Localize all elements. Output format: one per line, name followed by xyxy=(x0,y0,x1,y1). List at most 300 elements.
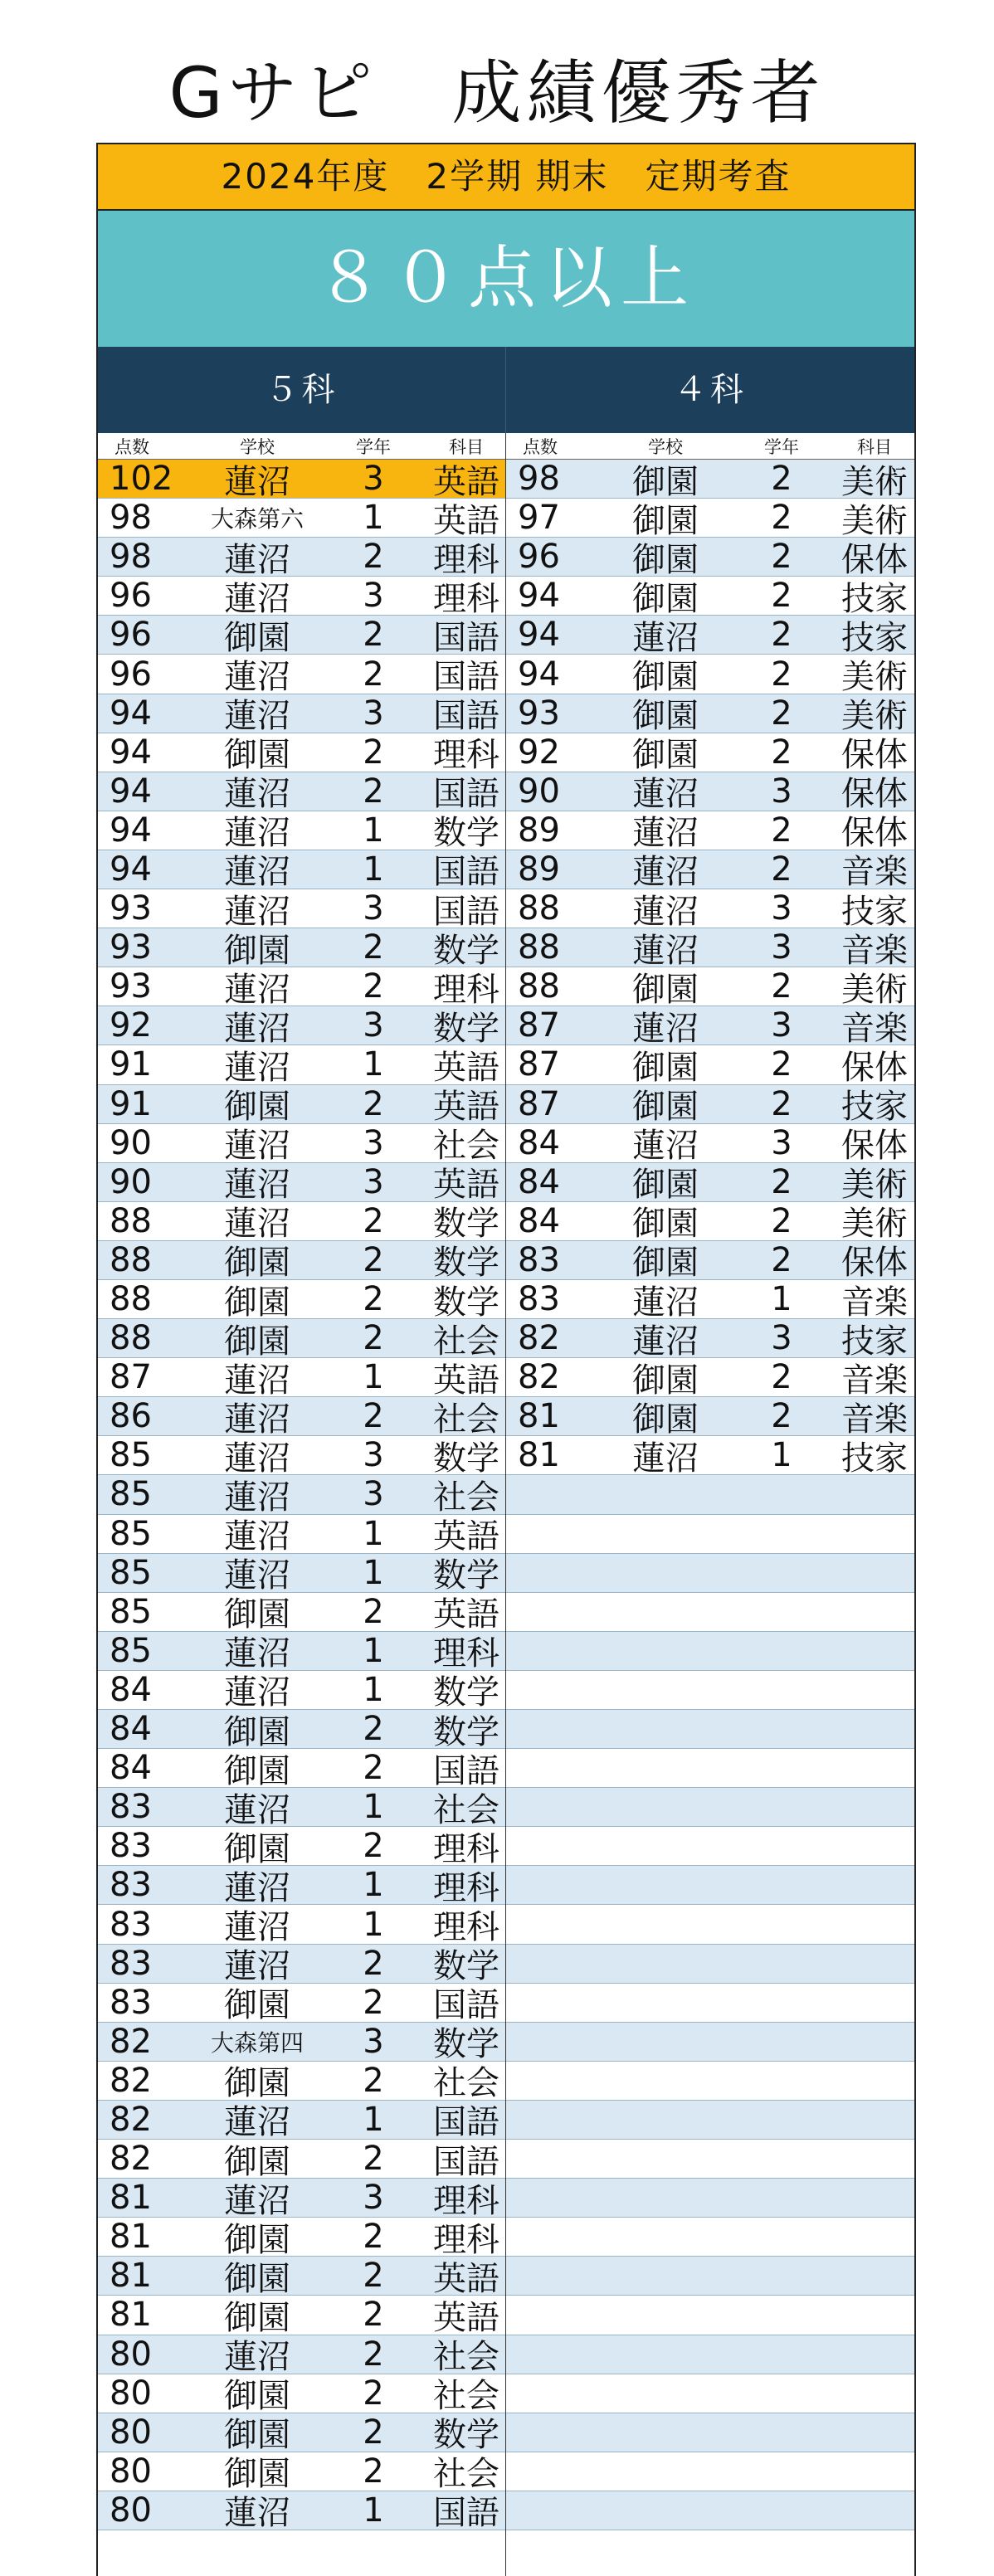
cell-subject: 英語 xyxy=(433,501,499,540)
table-row xyxy=(98,538,505,577)
table-row xyxy=(506,733,914,775)
table-row xyxy=(506,1475,914,1514)
cell-subject: 国語 xyxy=(433,697,499,736)
table-row xyxy=(506,1632,914,1671)
cell-grade: 2 xyxy=(363,967,384,1006)
term-band: 2024年度 2学期 期末 定期考査 xyxy=(96,143,916,211)
cell-score: 83 xyxy=(110,1827,152,1866)
table-row xyxy=(98,889,505,931)
table-row xyxy=(98,2257,505,2296)
cell-subject: 音楽 xyxy=(841,1009,908,1048)
cell-subject: 数学 xyxy=(433,1244,499,1283)
cell-score: 88 xyxy=(110,1280,152,1319)
cell-grade: 2 xyxy=(771,616,792,655)
cell-school: 御園 xyxy=(224,1088,290,1127)
cell-school: 蓮沼 xyxy=(224,1400,290,1439)
cell-school: 蓮沼 xyxy=(224,1009,290,1048)
table-row xyxy=(506,1201,914,1244)
table-row xyxy=(98,1945,505,1984)
cell-subject: 国語 xyxy=(433,2142,499,2181)
cell-score: 83 xyxy=(110,1866,152,1905)
cell-school: 御園 xyxy=(224,1283,290,1322)
cell-grade: 3 xyxy=(363,1475,384,1514)
table-row xyxy=(506,694,914,736)
cell-grade: 2 xyxy=(771,694,792,733)
cell-score: 88 xyxy=(518,967,560,1006)
cell-school: 御園 xyxy=(632,658,699,697)
cell-grade: 2 xyxy=(363,1319,384,1358)
table-row xyxy=(98,1162,505,1205)
cell-school: 御園 xyxy=(632,501,699,540)
cell-score: 87 xyxy=(518,1045,560,1084)
table-row xyxy=(98,733,505,775)
cell-grade: 1 xyxy=(363,1866,384,1905)
cell-subject: 技家 xyxy=(841,1088,908,1127)
cell-school: 御園 xyxy=(224,2416,290,2455)
cell-score: 81 xyxy=(518,1436,560,1475)
table-row xyxy=(98,2101,505,2140)
table-row xyxy=(506,2296,914,2335)
cell-school: 御園 xyxy=(224,931,290,970)
cell-subject: 社会 xyxy=(433,1127,499,1166)
cell-grade: 2 xyxy=(363,616,384,655)
table-row xyxy=(506,2179,914,2218)
table-row xyxy=(506,1945,914,1984)
cell-subject: 美術 xyxy=(841,501,908,540)
table-row xyxy=(506,1045,914,1087)
table-row xyxy=(98,499,505,538)
table-row xyxy=(506,499,914,538)
cell-subject: 美術 xyxy=(841,1166,908,1205)
cell-subject: 国語 xyxy=(433,1986,499,2025)
cell-score: 93 xyxy=(110,928,152,967)
cell-school: 蓮沼 xyxy=(632,814,699,853)
table-row xyxy=(98,1084,505,1127)
cell-school: 御園 xyxy=(632,1205,699,1244)
cell-grade: 1 xyxy=(363,1670,384,1709)
cell-school: 蓮沼 xyxy=(224,1166,290,1205)
cell-school: 蓮沼 xyxy=(224,697,290,736)
table-row xyxy=(98,2374,505,2416)
cell-school: 蓮沼 xyxy=(224,658,290,697)
header-school: 学校 xyxy=(240,436,275,457)
table-row xyxy=(506,2101,914,2140)
cell-grade: 3 xyxy=(771,1319,792,1358)
cell-subject: 数学 xyxy=(433,1205,499,1244)
table-row xyxy=(506,538,914,577)
cell-grade: 3 xyxy=(771,772,792,811)
table-row xyxy=(506,616,914,655)
cell-grade: 2 xyxy=(771,1397,792,1436)
cell-grade: 2 xyxy=(363,2413,384,2452)
cell-grade: 3 xyxy=(363,1123,384,1162)
cell-subject: 英語 xyxy=(433,2298,499,2337)
header-subject: 科目 xyxy=(857,436,892,457)
cell-subject: 社会 xyxy=(433,2455,499,2494)
cell-subject: 社会 xyxy=(433,1790,499,1829)
cell-school: 蓮沼 xyxy=(224,775,290,814)
table-row xyxy=(98,1240,505,1283)
cell-score: 84 xyxy=(518,1201,560,1240)
table-row xyxy=(506,1866,914,1905)
cell-grade: 2 xyxy=(363,538,384,577)
cell-grade: 3 xyxy=(771,889,792,928)
cell-school: 蓮沼 xyxy=(224,1868,290,1907)
table-row xyxy=(506,2374,914,2413)
cell-score: 84 xyxy=(518,1162,560,1201)
cell-score: 84 xyxy=(110,1670,152,1709)
cell-score: 92 xyxy=(110,1006,152,1045)
cell-score: 98 xyxy=(518,460,560,499)
cell-score: 87 xyxy=(518,1084,560,1123)
cell-score: 102 xyxy=(110,460,173,499)
table-row xyxy=(506,1084,914,1127)
threshold-band: ８０点以上 xyxy=(96,211,916,347)
cell-grade: 1 xyxy=(363,850,384,889)
table-row xyxy=(506,1984,914,2023)
table-row xyxy=(98,1475,505,1517)
cell-score: 81 xyxy=(110,2179,152,2218)
cell-score: 80 xyxy=(110,2452,152,2491)
cell-score: 87 xyxy=(518,1006,560,1045)
cell-school: 御園 xyxy=(632,462,699,501)
cell-school: 蓮沼 xyxy=(224,853,290,892)
table-row xyxy=(506,1397,914,1439)
cell-grade: 2 xyxy=(363,2140,384,2179)
table-row xyxy=(98,2023,505,2062)
cell-score: 83 xyxy=(110,1905,152,1944)
cell-score: 83 xyxy=(518,1280,560,1319)
cell-school: 蓮沼 xyxy=(224,1947,290,1986)
cell-score: 82 xyxy=(110,2140,152,2179)
table-row xyxy=(506,1123,914,1166)
cell-grade: 2 xyxy=(771,967,792,1006)
cell-subject: 美術 xyxy=(841,462,908,501)
cell-school: 御園 xyxy=(632,970,699,1009)
cell-score: 91 xyxy=(110,1045,152,1084)
cell-grade: 2 xyxy=(363,1084,384,1123)
cell-score: 85 xyxy=(110,1592,152,1631)
cell-subject: 数学 xyxy=(433,2416,499,2455)
cell-score: 94 xyxy=(518,577,560,616)
cell-score: 94 xyxy=(110,772,152,811)
cell-subject: 保体 xyxy=(841,736,908,775)
table-row xyxy=(506,1006,914,1048)
cell-grade: 3 xyxy=(771,1123,792,1162)
cell-subject: 音楽 xyxy=(841,931,908,970)
table-row xyxy=(506,1240,914,1283)
cell-grade: 1 xyxy=(363,499,384,538)
cell-grade: 2 xyxy=(363,655,384,694)
cell-school: 御園 xyxy=(224,1712,290,1751)
cell-grade: 1 xyxy=(363,1788,384,1827)
cell-school: 蓮沼 xyxy=(224,814,290,853)
cell-grade: 3 xyxy=(363,694,384,733)
cell-subject: 国語 xyxy=(433,892,499,931)
cell-subject: 技家 xyxy=(841,579,908,618)
cell-school: 御園 xyxy=(224,736,290,775)
table-row xyxy=(98,1436,505,1478)
cell-subject: 国語 xyxy=(433,2494,499,2533)
table-row xyxy=(98,1319,505,1361)
cell-score: 98 xyxy=(110,538,152,577)
table-row xyxy=(98,811,505,853)
cell-grade: 1 xyxy=(363,1358,384,1397)
cell-grade: 2 xyxy=(771,811,792,850)
cell-subject: 保体 xyxy=(841,1127,908,1166)
cell-score: 89 xyxy=(518,850,560,889)
table-row xyxy=(98,2491,505,2533)
cell-subject: 理科 xyxy=(433,1829,499,1868)
cell-subject: 英語 xyxy=(433,1517,499,1556)
cell-score: 83 xyxy=(110,1983,152,2022)
cell-grade: 2 xyxy=(771,538,792,577)
cell-grade: 1 xyxy=(363,2100,384,2139)
cell-school: 蓮沼 xyxy=(224,892,290,931)
table-row xyxy=(506,2062,914,2101)
cell-grade: 2 xyxy=(363,1944,384,1983)
cell-score: 94 xyxy=(518,616,560,655)
cell-grade: 2 xyxy=(771,1084,792,1123)
cell-score: 82 xyxy=(518,1358,560,1397)
table-row xyxy=(506,1593,914,1632)
table-row xyxy=(98,1593,505,1632)
cell-score: 81 xyxy=(110,2296,152,2335)
table-row xyxy=(98,1827,505,1866)
cell-score: 96 xyxy=(110,577,152,616)
cell-subject: 社会 xyxy=(433,1478,499,1517)
cell-score: 81 xyxy=(110,2257,152,2296)
cell-subject: 数学 xyxy=(433,2025,499,2064)
cell-subject: 音楽 xyxy=(841,853,908,892)
cell-school: 御園 xyxy=(224,2220,290,2259)
table-row xyxy=(506,889,914,931)
cell-score: 88 xyxy=(110,1201,152,1240)
table-row xyxy=(98,1397,505,1439)
cell-school: 御園 xyxy=(224,1244,290,1283)
cell-school: 蓮沼 xyxy=(224,1556,290,1595)
table-row xyxy=(98,2062,505,2101)
cell-school: 御園 xyxy=(224,2259,290,2298)
cell-school: 蓮沼 xyxy=(632,1439,699,1478)
cell-grade: 2 xyxy=(363,1749,384,1788)
table-row xyxy=(98,655,505,697)
table-row xyxy=(98,1632,505,1671)
cell-score: 81 xyxy=(518,1397,560,1436)
cell-grade: 3 xyxy=(363,1162,384,1201)
table-row xyxy=(506,2452,914,2491)
cell-grade: 2 xyxy=(363,2257,384,2296)
cell-grade: 2 xyxy=(363,1397,384,1436)
table-row xyxy=(98,772,505,814)
cell-school: 御園 xyxy=(632,736,699,775)
cell-score: 90 xyxy=(110,1123,152,1162)
cell-subject: 社会 xyxy=(433,2377,499,2416)
cell-school: 蓮沼 xyxy=(632,853,699,892)
cell-score: 80 xyxy=(110,2413,152,2452)
cell-school: 御園 xyxy=(224,1986,290,2025)
cell-subject: 英語 xyxy=(433,1048,499,1087)
page-title: Gサピ 成績優秀者 xyxy=(168,52,826,134)
cell-subject: 数学 xyxy=(433,931,499,970)
table-row xyxy=(98,2413,505,2455)
cell-grade: 2 xyxy=(771,1162,792,1201)
cell-school: 蓮沼 xyxy=(224,1439,290,1478)
cell-school: 御園 xyxy=(632,1166,699,1205)
five-subjects-rows xyxy=(98,460,505,2533)
cell-subject: 美術 xyxy=(841,1205,908,1244)
cell-school: 御園 xyxy=(632,1048,699,1087)
cell-subject: 数学 xyxy=(433,814,499,853)
cell-score: 80 xyxy=(110,2491,152,2530)
table-row xyxy=(506,1162,914,1205)
cell-school: 御園 xyxy=(224,1595,290,1634)
cell-school: 御園 xyxy=(224,2377,290,2416)
cell-subject: 音楽 xyxy=(841,1400,908,1439)
cell-subject: 国語 xyxy=(433,618,499,657)
table-row xyxy=(98,2218,505,2257)
cell-school: 御園 xyxy=(224,2064,290,2103)
table-row xyxy=(98,577,505,616)
cell-grade: 3 xyxy=(363,1436,384,1475)
cell-subject: 英語 xyxy=(433,1166,499,1205)
table-row xyxy=(98,1554,505,1593)
cell-score: 85 xyxy=(110,1514,152,1553)
cell-school: 御園 xyxy=(632,1088,699,1127)
cell-subject: 社会 xyxy=(433,1400,499,1439)
cell-school: 御園 xyxy=(632,1361,699,1400)
cell-school: 蓮沼 xyxy=(224,1908,290,1947)
cell-score: 88 xyxy=(518,928,560,967)
cell-grade: 2 xyxy=(363,2335,384,2374)
cell-school: 蓮沼 xyxy=(224,1478,290,1517)
cell-school: 蓮沼 xyxy=(632,775,699,814)
cell-score: 90 xyxy=(518,772,560,811)
four-subjects-rows xyxy=(506,460,914,2530)
cell-grade: 3 xyxy=(771,928,792,967)
cell-subject: 保体 xyxy=(841,1244,908,1283)
cell-grade: 2 xyxy=(363,733,384,772)
cell-subject: 音楽 xyxy=(841,1283,908,1322)
cell-school: 御園 xyxy=(224,1829,290,1868)
cell-grade: 1 xyxy=(771,1436,792,1475)
table-row xyxy=(506,850,914,892)
table-row xyxy=(98,2140,505,2179)
cell-score: 90 xyxy=(110,1162,152,1201)
cell-score: 87 xyxy=(110,1358,152,1397)
cell-grade: 2 xyxy=(363,1201,384,1240)
table-row xyxy=(506,967,914,1009)
cell-score: 85 xyxy=(110,1436,152,1475)
table-row xyxy=(506,2491,914,2530)
cell-subject: 数学 xyxy=(433,1283,499,1322)
cell-grade: 1 xyxy=(363,1514,384,1553)
cell-school: 蓮沼 xyxy=(224,1048,290,1087)
cell-grade: 2 xyxy=(363,772,384,811)
cell-subject: 国語 xyxy=(433,853,499,892)
cell-subject: 数学 xyxy=(433,1556,499,1595)
cell-school: 御園 xyxy=(224,618,290,657)
cell-score: 82 xyxy=(110,2022,152,2061)
cell-score: 84 xyxy=(518,1123,560,1162)
cell-grade: 2 xyxy=(363,1240,384,1279)
cell-subject: 理科 xyxy=(433,1634,499,1673)
table-row xyxy=(506,1554,914,1593)
cell-grade: 3 xyxy=(363,460,384,499)
cell-score: 82 xyxy=(110,2061,152,2100)
cell-subject: 理科 xyxy=(433,540,499,579)
table-row xyxy=(506,1788,914,1827)
cell-school: 蓮沼 xyxy=(224,2181,290,2220)
cell-score: 83 xyxy=(110,1788,152,1827)
cell-subject: 美術 xyxy=(841,658,908,697)
cell-subject: 数学 xyxy=(433,1009,499,1048)
cell-grade: 2 xyxy=(771,1045,792,1084)
cell-subject: 技家 xyxy=(841,1322,908,1361)
cell-subject: 理科 xyxy=(433,736,499,775)
cell-grade: 2 xyxy=(771,499,792,538)
cell-grade: 3 xyxy=(363,2022,384,2061)
header-score: 点数 xyxy=(523,436,558,457)
table-row xyxy=(98,967,505,1009)
cell-school: 御園 xyxy=(224,1322,290,1361)
table-row xyxy=(506,1515,914,1554)
cell-score: 85 xyxy=(110,1631,152,1670)
cell-subject: 数学 xyxy=(433,1712,499,1751)
table-row xyxy=(506,1905,914,1944)
five-subjects-header: ５科 xyxy=(96,347,506,433)
cell-school: 蓮沼 xyxy=(224,1634,290,1673)
table-row xyxy=(506,655,914,697)
table-row xyxy=(98,460,505,499)
cell-subject: 英語 xyxy=(433,462,499,501)
cell-score: 86 xyxy=(110,1397,152,1436)
cell-grade: 2 xyxy=(771,1358,792,1397)
cell-subject: 英語 xyxy=(433,1361,499,1400)
cell-grade: 2 xyxy=(771,460,792,499)
cell-subject: 保体 xyxy=(841,814,908,853)
cell-grade: 1 xyxy=(363,2491,384,2530)
cell-school: 御園 xyxy=(224,1751,290,1790)
cell-score: 84 xyxy=(110,1710,152,1749)
cell-school: 蓮沼 xyxy=(632,1009,699,1048)
cell-school: 蓮沼 xyxy=(224,1790,290,1829)
cell-score: 96 xyxy=(518,538,560,577)
cell-grade: 2 xyxy=(771,1240,792,1279)
table-row xyxy=(506,1358,914,1400)
table-row xyxy=(98,2452,505,2494)
cell-school: 蓮沼 xyxy=(224,1517,290,1556)
cell-school: 蓮沼 xyxy=(224,970,290,1009)
table-row xyxy=(98,1201,505,1244)
table-row xyxy=(98,616,505,655)
cell-school: 蓮沼 xyxy=(224,2338,290,2377)
cell-subject: 社会 xyxy=(433,2064,499,2103)
cell-score: 85 xyxy=(110,1553,152,1592)
cell-grade: 1 xyxy=(363,1553,384,1592)
cell-grade: 3 xyxy=(771,1006,792,1045)
table-row xyxy=(98,694,505,736)
table-row xyxy=(98,1045,505,1087)
cell-score: 84 xyxy=(110,1749,152,1788)
cell-subject: 社会 xyxy=(433,1322,499,1361)
cell-grade: 2 xyxy=(363,2374,384,2413)
cell-school: 御園 xyxy=(224,2455,290,2494)
table-row xyxy=(98,1515,505,1554)
cell-score: 92 xyxy=(518,733,560,772)
cell-score: 94 xyxy=(110,811,152,850)
cell-subject: 英語 xyxy=(433,2259,499,2298)
